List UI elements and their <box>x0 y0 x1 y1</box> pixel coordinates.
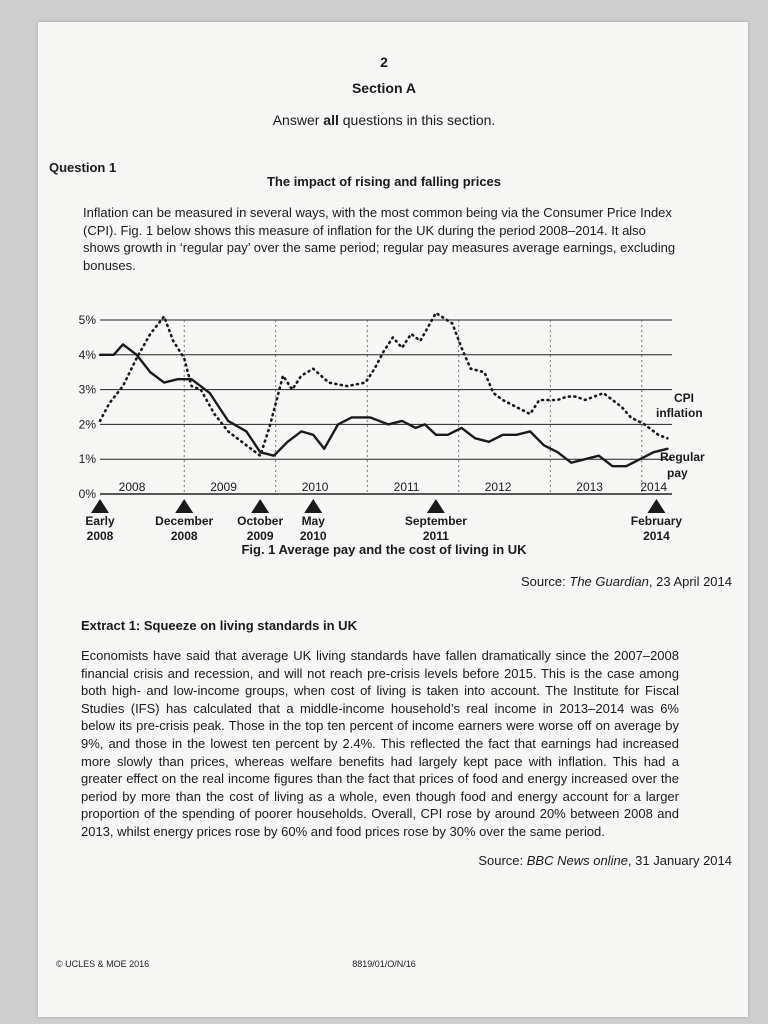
event-label: 2014 <box>643 529 670 543</box>
cpi-inflation-line <box>100 313 667 456</box>
event-marker <box>251 499 269 513</box>
y-tick-label: 5% <box>78 313 96 327</box>
series-label: pay <box>667 466 688 480</box>
x-year-label: 2014 <box>640 480 668 494</box>
event-label: February <box>630 514 683 528</box>
event-label: 2008 <box>170 529 198 543</box>
extract-body: Economists have said that average UK living standards have fallen dramatically since the 2007–2008 financial crisis and recession, and will not reach pre-crisis levels before 2015. This is the case among both high- and low-income groups, when cost of living is taken into account. The Institute for Fiscal Studies (IFS) has calculated that a middle-income household’s real income in 2013–2014 was 6% below its pre-crisis peak. Those in the top ten percent of income earners were worse off on average by 9%, and those in the lowest ten percent by 2.4%. This reflected the fact that earnings had increased more slowly than prices, whereas welfare benefits had largely kept pace with inflation. This had a greater effect on the real income figures than the fact that prices of food and energy increased over the period by more than the cost of living as a whole, even though food and energy account for a larger proportion of the spending of poorer households. Overall, CPI rose by around 20% between 2008 and 2013, whilst energy prices rose by 60% and food prices rose by 30% over the same period. <box>81 648 679 839</box>
x-year-label: 2009 <box>210 480 237 494</box>
copyright: © UCLES & MOE 2016 <box>56 959 150 969</box>
event-label: 2010 <box>299 529 327 543</box>
instruction: Answer all questions in this section. <box>272 112 496 128</box>
extract-title: Extract 1: Squeeze on living standards in UK <box>81 618 357 633</box>
x-year-label: 2012 <box>484 480 512 494</box>
question-title: The impact of rising and falling prices <box>266 174 502 189</box>
event-label: October <box>237 514 284 528</box>
section-heading: Section A <box>351 80 417 96</box>
event-marker <box>647 499 665 513</box>
y-tick-label: 3% <box>78 382 96 397</box>
event-marker <box>91 499 109 513</box>
page-number: 2 <box>380 54 388 70</box>
series-label: inflation <box>656 406 703 420</box>
x-year-label: 2011 <box>393 480 420 494</box>
extract-source: Source: BBC News online, 31 January 2014 <box>478 853 732 868</box>
x-year-label: 2008 <box>118 480 146 494</box>
intro-paragraph: Inflation can be measured in several ways, with the most common being via the Consumer Price Index (CPI). Fig. 1 below shows this measure of inflation for the UK during the period 2008–2014. It also shows growth in ‘regular pay’ over the same period; regular pay measures average earnings, excluding bonuses. <box>83 205 676 273</box>
regular-pay-line <box>100 344 667 466</box>
x-year-label: 2013 <box>576 480 603 494</box>
x-year-label: 2010 <box>301 480 329 494</box>
event-label: September <box>404 514 467 528</box>
y-tick-label: 1% <box>78 452 96 467</box>
paper-code: 8819/01/O/N/16 <box>352 959 416 969</box>
event-label: December <box>155 514 214 528</box>
event-label: 2008 <box>86 529 114 543</box>
y-tick-label: 0% <box>78 487 96 501</box>
figure-source: Source: The Guardian, 23 April 2014 <box>520 574 732 589</box>
event-marker <box>304 499 322 513</box>
event-marker <box>175 499 193 513</box>
figure-caption: Fig. 1 Average pay and the cost of living in UK <box>241 542 527 557</box>
event-label: Early <box>85 514 115 528</box>
event-label: May <box>301 514 325 528</box>
y-tick-label: 4% <box>78 347 96 362</box>
event-label: 2009 <box>246 529 274 543</box>
question-label: Question 1 <box>49 160 117 175</box>
event-label: 2011 <box>422 529 449 543</box>
series-label: CPI <box>674 391 695 405</box>
series-label: Regular <box>660 450 705 464</box>
y-tick-label: 2% <box>78 417 96 432</box>
event-marker <box>427 499 445 513</box>
